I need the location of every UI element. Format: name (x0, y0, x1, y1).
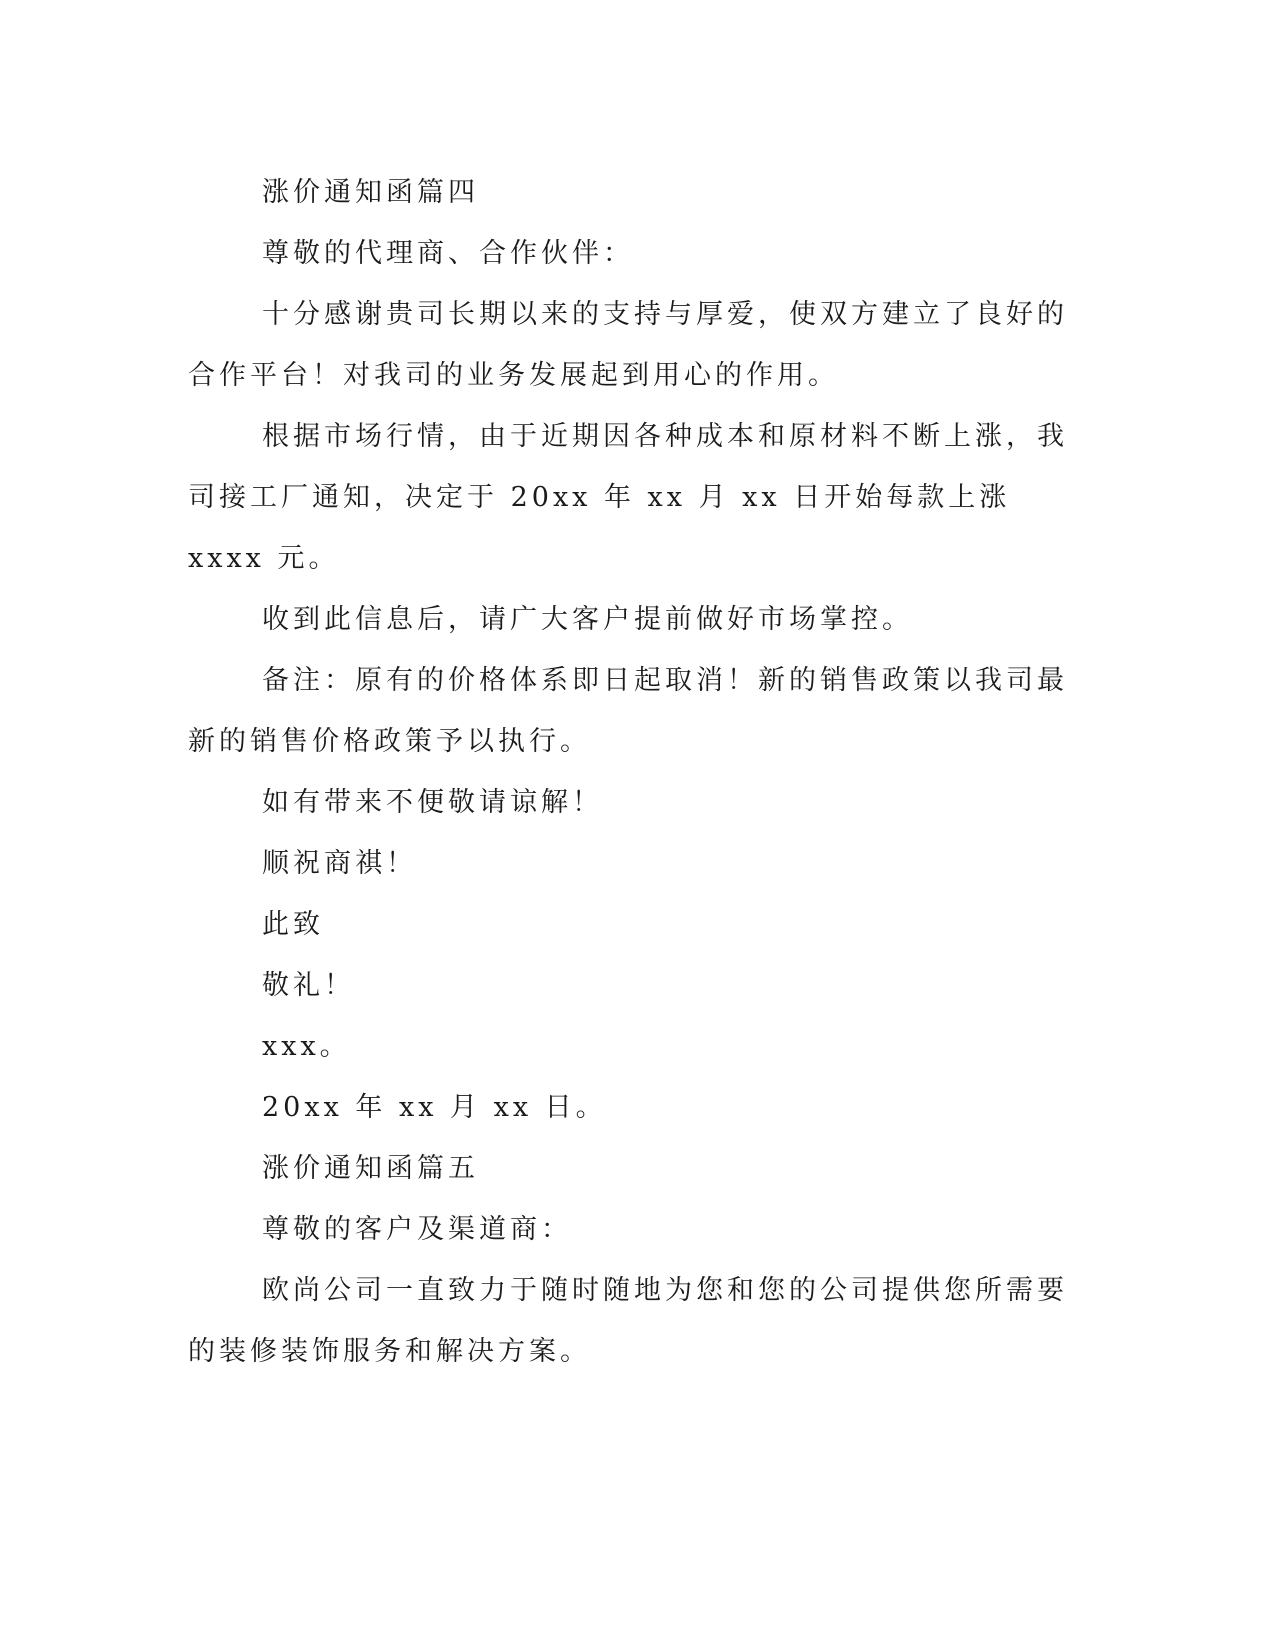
paragraph-price-increase: 根据市场行情，由于近期因各种成本和原材料不断上涨，我司接工厂通知，决定于 20xx 年 xx 月 xx 日开始每款上涨 xxxx 元。 (188, 421, 1068, 574)
letter-date: 20xx 年 xx 月 xx 日。 (262, 1092, 607, 1123)
paragraph-company-intro: 欧尚公司一直致力于随时随地为您和您的公司提供您所需要的装修装饰服务和解决方案。 (188, 1275, 1068, 1367)
paragraph-note: 备注：原有的价格体系即日起取消！新的销售政策以我司最新的销售价格政策予以执行。 (188, 665, 1068, 757)
paragraph-thanks: 十分感谢贵司长期以来的支持与厚爱，使双方建立了良好的合作平台！对我司的业务发展起到用心的作用。 (188, 299, 1068, 391)
section-heading-5: 涨价通知函篇五 (262, 1153, 479, 1184)
salutation-2: 尊敬的客户及渠道商： (262, 1214, 572, 1245)
section-heading-4: 涨价通知函篇四 (262, 177, 479, 208)
closing-cizhi: 此致 (262, 909, 324, 940)
signature: xxx。 (262, 1031, 351, 1062)
closing-jingli: 敬礼！ (262, 970, 355, 1001)
closing-wishes: 顺祝商祺！ (262, 848, 417, 879)
paragraph-market-control: 收到此信息后，请广大客户提前做好市场掌控。 (262, 604, 913, 635)
salutation: 尊敬的代理商、合作伙伴： (262, 238, 634, 269)
paragraph-apology: 如有带来不便敬请谅解！ (262, 787, 603, 818)
document-body (188, 162, 1068, 1382)
